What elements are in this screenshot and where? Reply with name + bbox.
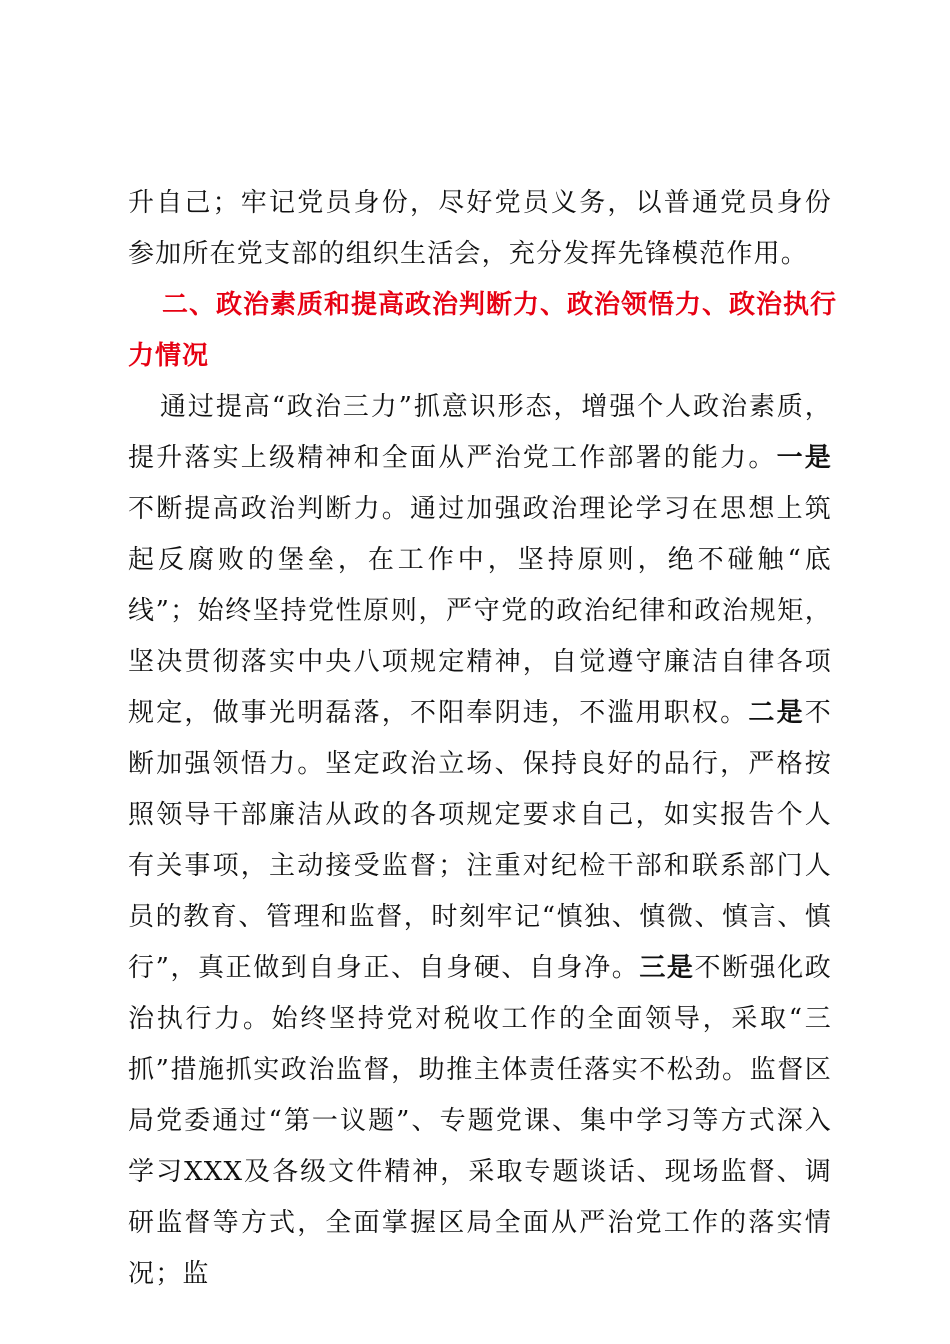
point2-text: 不断加强领悟力。坚定政治立场、保持良好的品行，严格按照领导干部廉洁从政的各项规定要求自己，如实报告个人有关事项，主动接受监督；注重对纪检干部和联系部门人员的教育、管理和监督，时刻牢记“慎独、慎微、慎言、慎行”，真正做到自身正、自身硬、自身净。 — [128, 698, 832, 983]
point2-marker: 二是 — [748, 698, 805, 728]
intro-text: 通过提高“政治三力”抓意识形态，增强个人政治素质，提升落实上级精神和全面从严治党工作部署的能力。 — [128, 392, 832, 473]
point3-text: 不断强化政治执行力。始终坚持党对税收工作的全面领导，采取“三抓”措施抓实政治监督，助推主体责任落实不松劲。监督区局党委通过“第一议题”、专题党课、集中学习等方式深入学习XXX及各级文件精神，采取专题谈话、现场监督、调研监督等方式，全面掌握区局全面从严治党工作的落实情况；监 — [128, 953, 833, 1289]
point3-marker: 三是 — [639, 953, 695, 983]
continuation-paragraph: 升自己；牢记党员身份，尽好党员义务，以普通党员身份参加所在党支部的组织生活会，充分发挥先锋模范作用。 — [128, 188, 832, 269]
point1-marker: 一是 — [776, 443, 832, 473]
section-heading: 二、政治素质和提高政治判断力、政治领悟力、政治执行力情况 — [128, 290, 838, 371]
point1-text: 不断提高政治判断力。通过加强政治理论学习在思想上筑起反腐败的堡垒，在工作中，坚持原则，绝不碰触“底线”；始终坚持党性原则，严守党的政治纪律和政治规矩，坚决贯彻落实中央八项规定精神，自觉遵守廉洁自律各项规定，做事光明磊落，不阳奉阴违，不滥用职权。 — [128, 494, 832, 728]
body-paragraph — [128, 382, 832, 1300]
